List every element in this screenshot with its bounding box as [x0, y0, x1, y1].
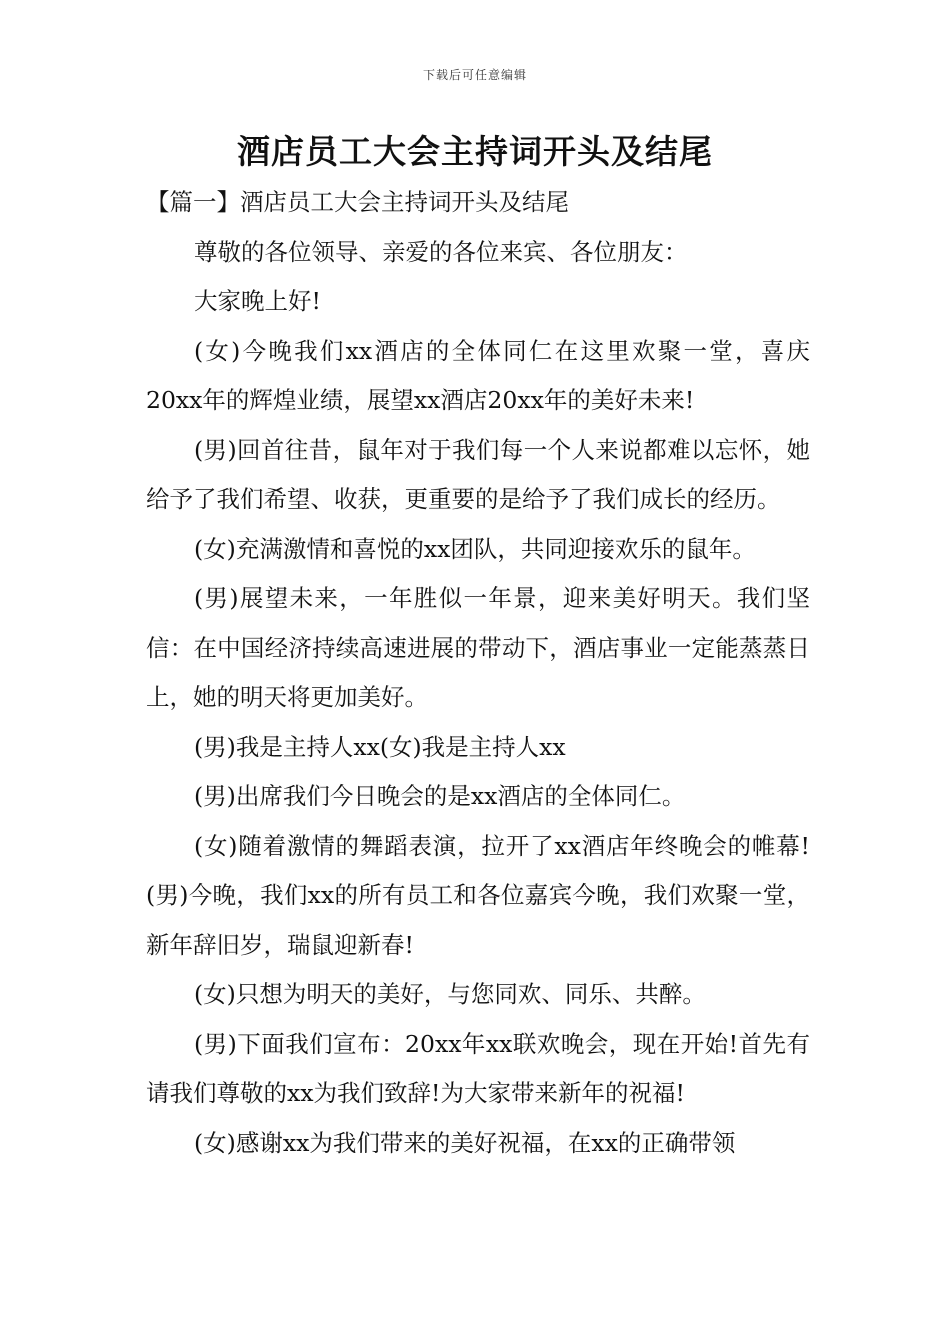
section-heading: 【篇一】酒店员工大会主持词开头及结尾: [146, 188, 569, 216]
paragraph: (女)只想为明天的美好，与您同欢、同乐、共醉。: [194, 980, 706, 1008]
paragraph: (男)回首往昔，鼠年对于我们每一个人来说都难以忘怀，她给予了我们希望、收获，更重要的是给予了我们成长的经历。: [146, 435, 810, 513]
paragraph: 尊敬的各位领导、亲爱的各位来宾、各位朋友：: [194, 237, 688, 266]
header-note: 下载后可任意编辑: [422, 68, 527, 82]
document-body: [146, 178, 810, 1168]
paragraph: (男)我是主持人xx(女)我是主持人xx: [194, 732, 566, 761]
paragraph: (男)下面我们宣布：20xx年xx联欢晚会，现在开始!首先有请我们尊敬的xx为我们致辞!为大家带来新年的祝福!: [146, 1029, 810, 1107]
paragraph: (男)展望未来，一年胜似一年景，迎来美好明天。我们坚信：在中国经济持续高速进展的带动下，酒店事业一定能蒸蒸日上，她的明天将更加美好。: [146, 584, 810, 711]
paragraph: 大家晚上好!: [194, 287, 321, 315]
paragraph: (女)随着激情的舞蹈表演，拉开了xx酒店年终晚会的帷幕!(男)今晚，我们xx的所有员工和各位嘉宾今晚，我们欢聚一堂，新年辞旧岁，瑞鼠迎新春!: [146, 831, 810, 959]
paragraph: (女)感谢xx为我们带来的美好祝福，在xx的正确带领: [194, 1128, 736, 1157]
paragraph: (女)充满激情和喜悦的xx团队，共同迎接欢乐的鼠年。: [194, 534, 756, 563]
paragraph: (男)出席我们今日晚会的是xx酒店的全体同仁。: [194, 782, 686, 810]
document-title: 酒店员工大会主持词开头及结尾: [237, 132, 713, 171]
paragraph: (女)今晚我们xx酒店的全体同仁在这里欢聚一堂，喜庆20xx年的辉煌业绩，展望xx酒店20xx年的美好未来!: [146, 336, 810, 414]
